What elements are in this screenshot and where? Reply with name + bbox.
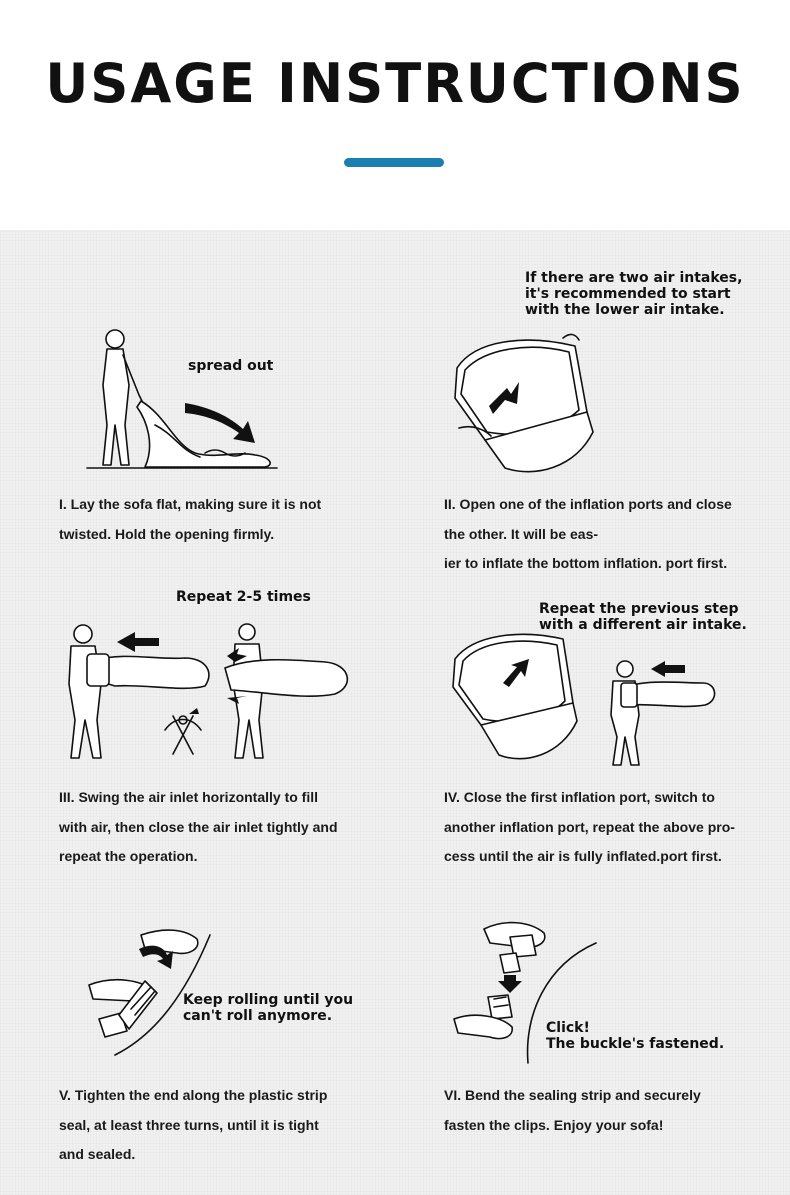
step-1-caption: spread out bbox=[188, 358, 274, 374]
step-3-text: III. Swing the air inlet horizontally to fill with air, then close the air inlet tightly and repeat the operation. bbox=[59, 789, 338, 864]
step-6-text: VI. Bend the sealing strip and securely fasten the clips. Enjoy your sofa! bbox=[444, 1087, 701, 1133]
step-1-text: I. Lay the sofa flat, making sure it is not twisted. Hold the opening firmly. bbox=[59, 496, 322, 542]
page-title: USAGE INSTRUCTIONS bbox=[45, 52, 745, 115]
step-4-text: IV. Close the first inflation port, switch to another inflation port, repeat the above pro- cess until the air is fully inflated.port first. bbox=[444, 789, 735, 864]
step-3-caption: Repeat 2-5 times bbox=[176, 589, 311, 605]
step-5-caption: Keep rolling until you can't roll anymore. bbox=[183, 992, 354, 1024]
step-6-caption: Click! The buckle's fastened. bbox=[546, 1020, 725, 1052]
title-underline bbox=[344, 158, 444, 167]
step-1-illustration bbox=[85, 325, 285, 475]
step-2-caption: If there are two air intakes, it's recommended to start with the lower air intake. bbox=[525, 270, 743, 318]
step-4-illustration bbox=[445, 625, 720, 770]
header bbox=[0, 0, 790, 230]
step-5-illustration bbox=[85, 915, 225, 1065]
step-5-text: V. Tighten the end along the plastic strip seal, at least three turns, until it is tight and sealed. bbox=[59, 1087, 328, 1162]
step-2-illustration bbox=[445, 328, 600, 480]
step-4-caption: Repeat the previous step with a different air intake. bbox=[539, 601, 747, 633]
step-3-illustration bbox=[65, 620, 355, 765]
step-2-text: II. Open one of the inflation ports and close the other. It will be eas- ier to inflate the bottom inflation. port first. bbox=[444, 496, 732, 571]
